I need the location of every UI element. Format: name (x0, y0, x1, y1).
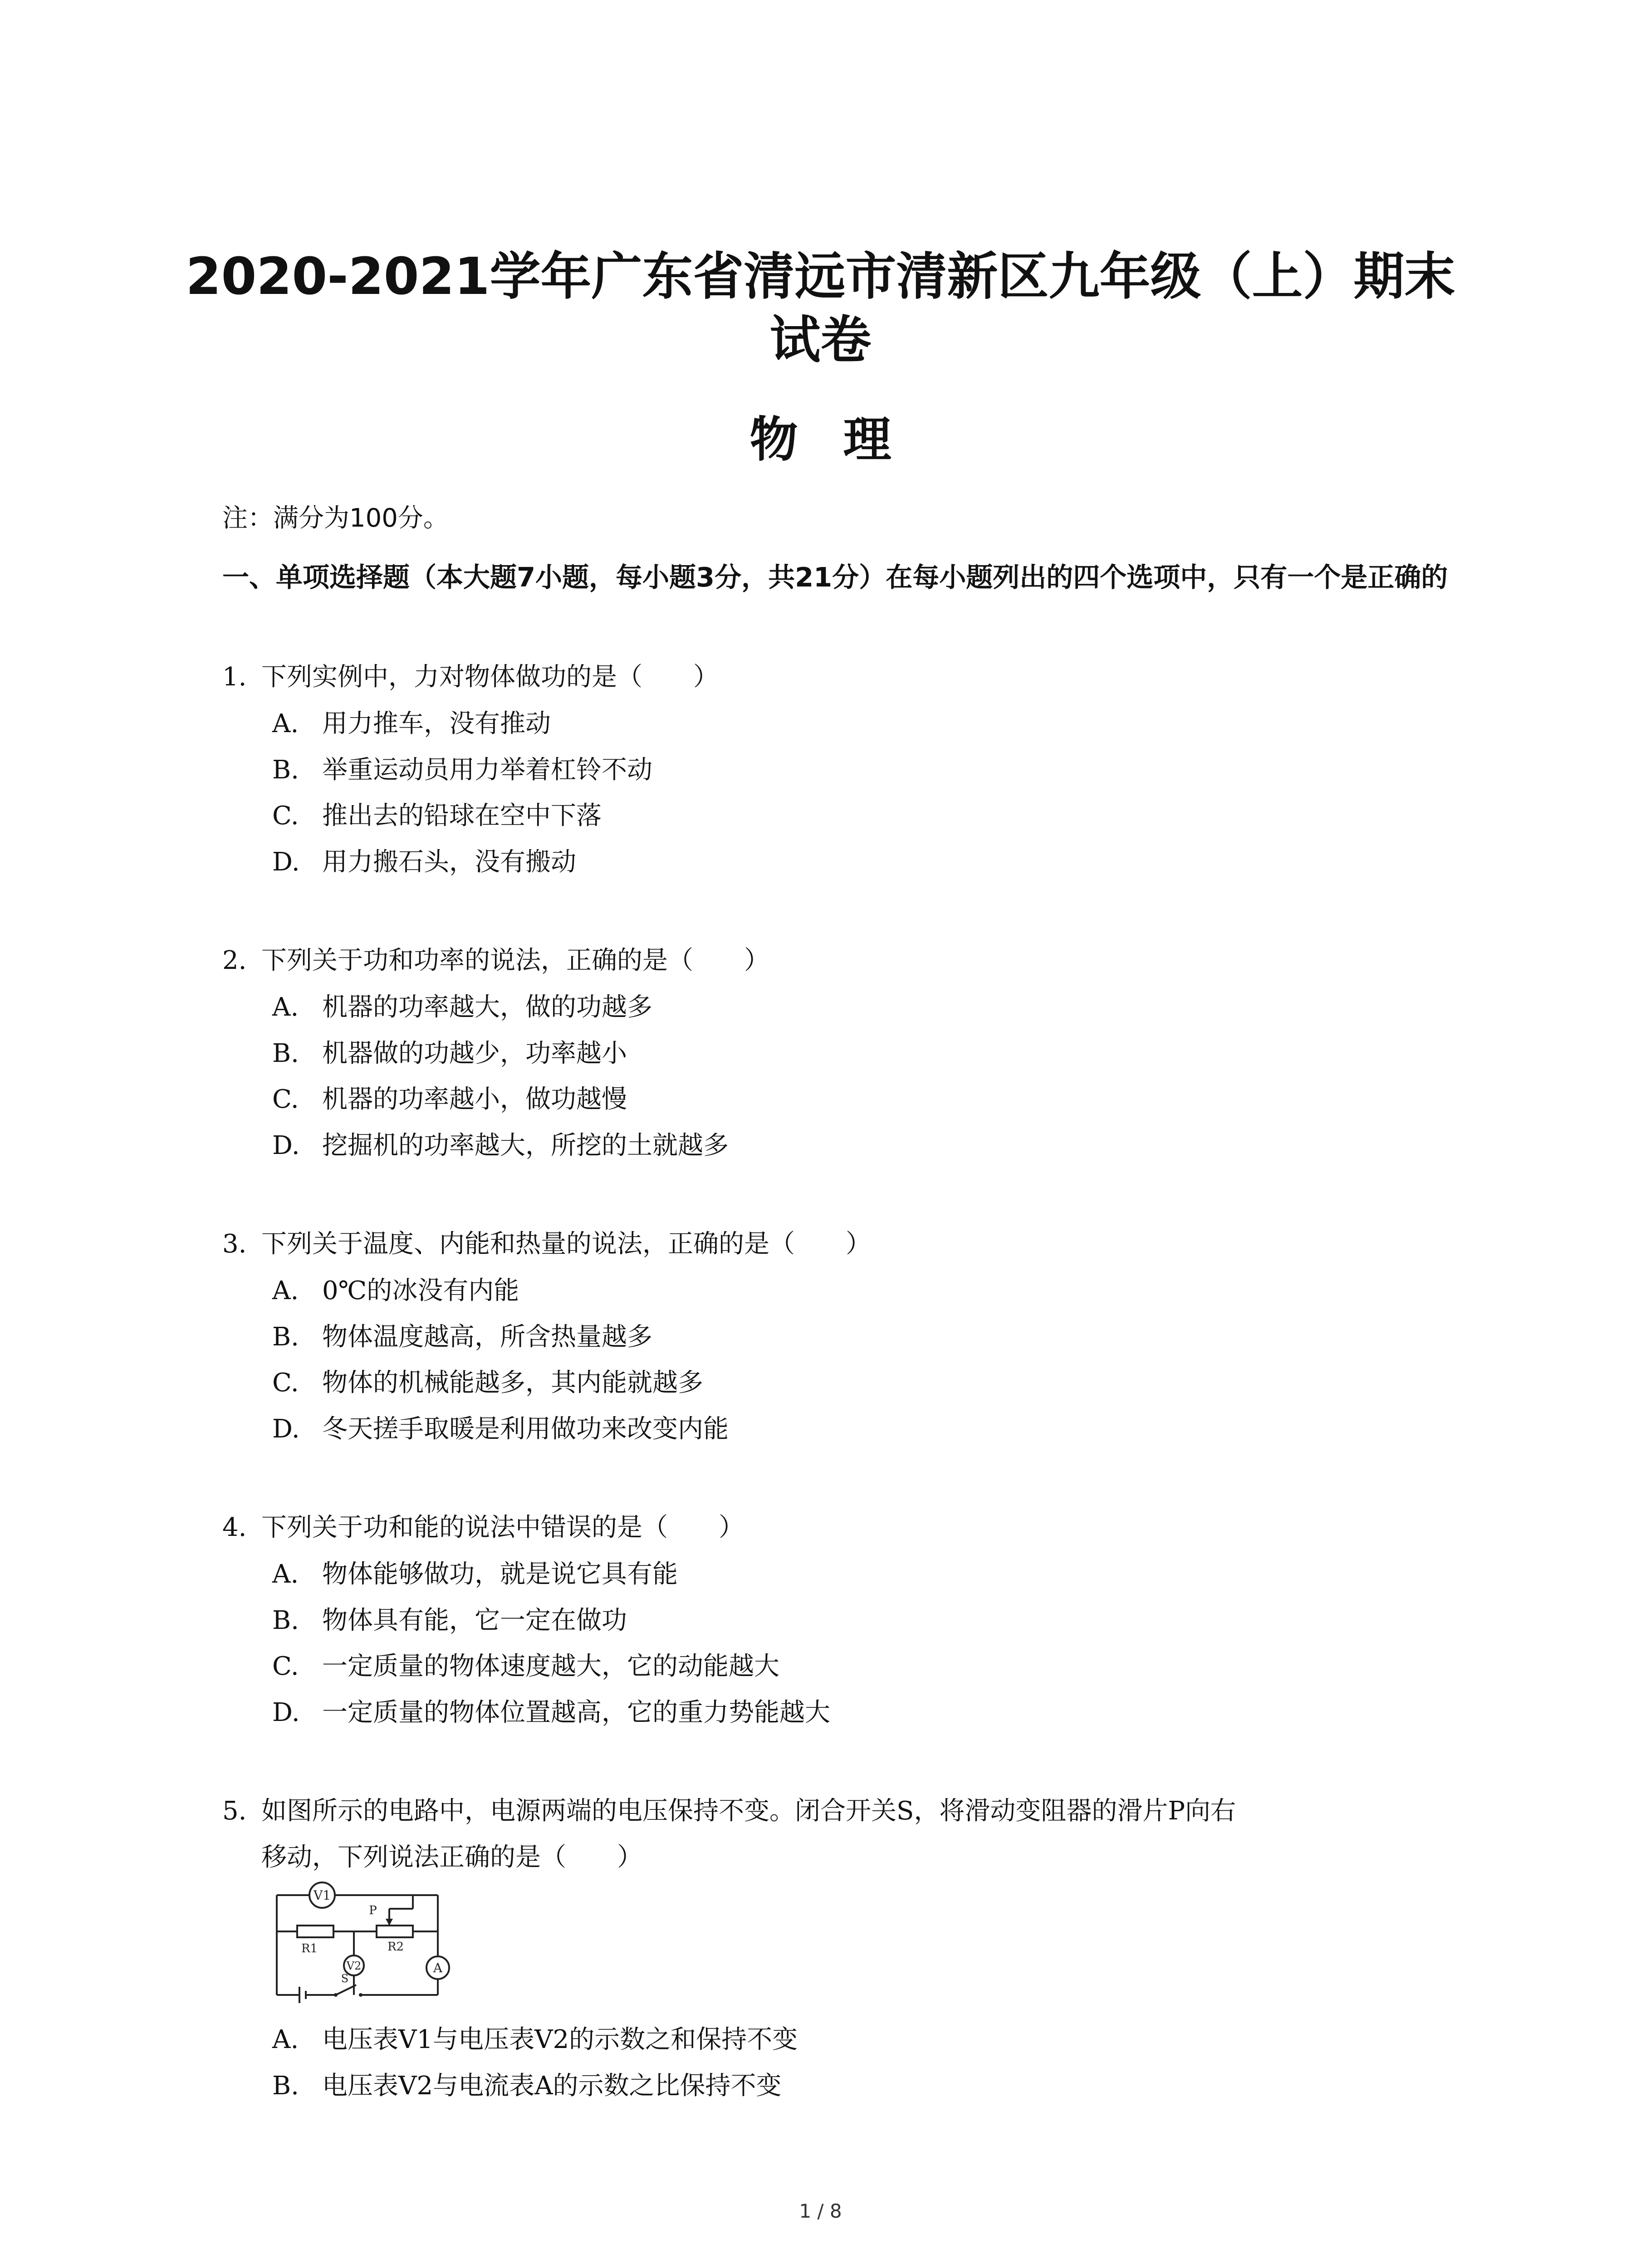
option-letter: A. (272, 709, 299, 738)
option-letter: B. (272, 2071, 299, 2101)
resistor-r1 (297, 1926, 333, 1937)
subject-heading: 物理 (749, 412, 937, 468)
option-text: 机器的功率越大，做的功越多 (322, 992, 652, 1022)
question-5-option-a (272, 2017, 798, 2063)
question-4 (222, 1505, 744, 1551)
title-line-1: 2020-2021学年广东省清远市清新区九年级（上）期末 (186, 247, 1455, 306)
question-stem: 如图所示的电路中，电源两端的电压保持不变。闭合开关S，将滑动变阻器的滑片P向右 (261, 1796, 1236, 1826)
option-letter: D. (272, 1131, 300, 1160)
question-stem: 下列实例中，力对物体做功的是（ ） (261, 662, 719, 692)
option-text: 物体温度越高，所含热量越多 (322, 1322, 652, 1352)
slider-arrow-head (386, 1919, 393, 1926)
question-1-option-c (272, 793, 602, 839)
question-1-option-d (272, 839, 576, 885)
question-4-option-a (272, 1551, 678, 1598)
question-number: 4. (222, 1513, 247, 1542)
title-line-2: 试卷 (769, 311, 872, 370)
circuit-diagram (268, 1882, 458, 2004)
option-letter: C. (272, 1085, 299, 1114)
option-letter: C. (272, 801, 299, 831)
slider-label: P (369, 1904, 377, 1917)
question-2-option-b (272, 1031, 627, 1077)
switch-contact (359, 1993, 362, 1997)
option-letter: D. (272, 847, 300, 877)
question-2 (222, 938, 769, 984)
option-letter: A. (272, 1559, 299, 1589)
option-letter: A. (272, 1276, 299, 1305)
option-text: 冬天搓手取暖是利用做功来改变内能 (322, 1414, 729, 1444)
v1-label: V1 (313, 1888, 331, 1903)
r2-label: R2 (387, 1940, 404, 1954)
question-5-stem-continued: 移动，下列说法正确的是（ ） (261, 1843, 642, 1872)
question-1-option-a (272, 701, 551, 747)
option-text: 一定质量的物体位置越高，它的重力势能越大 (322, 1698, 830, 1727)
option-text: 电压表V1与电压表V2的示数之和保持不变 (322, 2025, 798, 2054)
question-2-option-c (272, 1076, 627, 1123)
option-text: 推出去的铅球在空中下落 (322, 801, 602, 831)
option-letter: B. (272, 1606, 299, 1635)
r1-label: R1 (301, 1942, 318, 1955)
question-3-option-c (272, 1360, 703, 1406)
option-letter: C. (272, 1368, 299, 1398)
question-stem: 下列关于功和能的说法中错误的是（ ） (261, 1513, 744, 1542)
option-text: 举重运动员用力举着杠铃不动 (322, 755, 652, 785)
option-text: 0℃的冰没有内能 (322, 1276, 519, 1305)
option-letter: A. (272, 992, 299, 1022)
question-2-option-d (272, 1123, 729, 1169)
question-1-option-b (272, 747, 652, 793)
question-number: 1. (222, 662, 247, 692)
question-stem: 下列关于温度、内能和热量的说法，正确的是（ ） (261, 1229, 871, 1259)
question-stem: 下列关于功和功率的说法，正确的是（ ） (261, 946, 769, 975)
option-letter: B. (272, 1039, 299, 1068)
switch-label: S (341, 1972, 349, 1985)
question-5 (222, 1788, 1236, 1834)
option-letter: A. (272, 2025, 299, 2054)
question-2-option-a (272, 984, 652, 1031)
question-4-option-b (272, 1598, 627, 1644)
question-3-option-d (272, 1406, 729, 1452)
option-text: 机器的功率越小，做功越慢 (322, 1085, 627, 1114)
ammeter-label: A (433, 1960, 443, 1975)
resistor-r2 (377, 1926, 413, 1937)
option-letter: B. (272, 755, 299, 785)
option-letter: D. (272, 1414, 300, 1444)
option-text: 用力搬石头，没有搬动 (322, 847, 576, 877)
page-number: 1 / 8 (799, 2200, 842, 2222)
question-5-option-b (272, 2063, 782, 2109)
option-text: 物体具有能，它一定在做功 (322, 1606, 627, 1635)
question-1 (222, 654, 719, 700)
option-text: 用力推车，没有推动 (322, 709, 551, 738)
option-text: 挖掘机的功率越大，所挖的土就越多 (322, 1131, 729, 1160)
question-3-option-b (272, 1314, 652, 1360)
switch-pivot (334, 1993, 338, 1997)
question-number: 3. (222, 1229, 247, 1259)
v2-label: V2 (346, 1960, 362, 1972)
section-heading: 一、单项选择题（本大题7小题，每小题3分，共21分）在每小题列出的四个选项中，只有一个是正确的 (222, 562, 1448, 593)
question-4-option-c (272, 1643, 779, 1690)
question-4-option-d (272, 1690, 830, 1736)
option-text: 电压表V2与电流表A的示数之比保持不变 (322, 2071, 782, 2101)
option-text: 物体的机械能越多，其内能就越多 (322, 1368, 703, 1398)
question-3 (222, 1221, 871, 1267)
score-note: 注：满分为100分。 (222, 503, 449, 533)
option-letter: D. (272, 1698, 300, 1727)
option-text: 一定质量的物体速度越大，它的动能越大 (322, 1652, 779, 1681)
option-text: 机器做的功越少，功率越小 (322, 1039, 627, 1068)
question-number: 2. (222, 946, 247, 975)
option-text: 物体能够做功，就是说它具有能 (322, 1559, 678, 1589)
option-letter: C. (272, 1652, 299, 1681)
question-number: 5. (222, 1796, 247, 1826)
exam-title (0, 245, 1641, 372)
question-3-option-a (272, 1268, 519, 1314)
option-letter: B. (272, 1322, 299, 1352)
